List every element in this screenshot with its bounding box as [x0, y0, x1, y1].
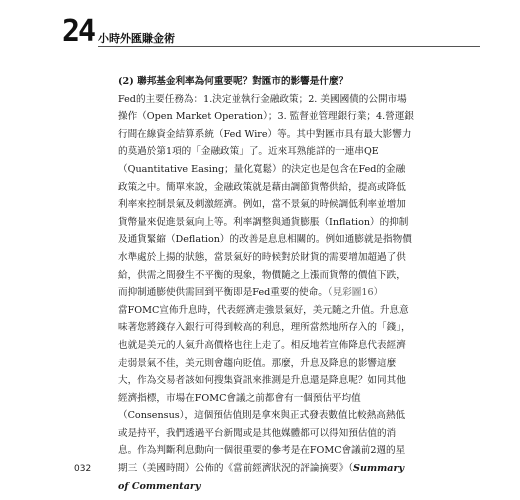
section-question: (2) 聯邦基金利率為何重要呢？對匯市的影響是什麼？ [118, 76, 349, 87]
page-header [62, 14, 480, 49]
paragraph-fomc-rates [118, 302, 414, 496]
page-number: 032 [74, 464, 92, 474]
series-number: 24 [62, 14, 95, 49]
english-report-title: Summary of Commentary [118, 463, 405, 492]
paragraph-fed-tasks [118, 91, 414, 302]
color-plate-reference: （見彩圖16） [327, 287, 384, 299]
paragraph-fed-tasks-text: Fed的主要任務為：1.決定並執行金融政策；2. 美國國債的公開市場操作（Open Market Operation）；3. 監督並管理銀行業；4.營運銀行間在線資金結算系統（Fed Wire）等。其中對匯市具有最大影響力的莫過於第1項的「金融政策」了。近來耳熟能詳的一連串QE（Quantitative Easing；量化寬鬆）的決定也是包含在Fed的金融政策之中。簡單來說，金融政策就是藉由調節貨幣供給，提高或降低利率來控制景氣及刺激經濟。例如，當不景氣的時候調低利率並增加貨幣量來促進景氣向上等。利率調整與通貨膨脹（Inflation）的抑制及通貨緊縮（Deflation）的改善是息息相關的。例如通膨就是指物價水準處於上揚的狀態，當景氣好的時候對於財貨的需要增加超過了供給，供需之間發生不平衡的現象，物價隨之上漲而貨幣的價值下跌，而抑制通膨使供需回到平衡即是Fed重要的使命。 [118, 93, 414, 299]
header-rule [98, 46, 480, 47]
paragraph-fomc-rates-text: 當FOMC宣佈升息時，代表經濟走強景氣好，美元隨之升值。升息意味著您將錢存入銀行可得到較高的利息，理所當然地所存入的「錢」，也就是美元的人氣升高價格也往上走了。相反地若宣佈降息代表經濟走弱景氣不佳，美元則會趨向貶值。那麼，升息及降息的影響這麼大，作為交易者該如何搜集資訊來推測是升息還是降息呢？如同其他經濟指標，市場在FOMC會議之前都會有一個預估平均值（Consensus），這個預估值則是拿來與正式發表數值比較熱高熱低或是持平，我們透過平台新聞或是其他媒體都可以得知預估值的消息。作為判斷利息動向一個很重要的參考是在FOMC會議前2週的星期三（美國時間）公佈的《當前經濟狀況的評論摘要》（ [118, 304, 411, 475]
body-text [118, 73, 414, 495]
series-title: 小時外匯賺金術 [98, 32, 175, 45]
